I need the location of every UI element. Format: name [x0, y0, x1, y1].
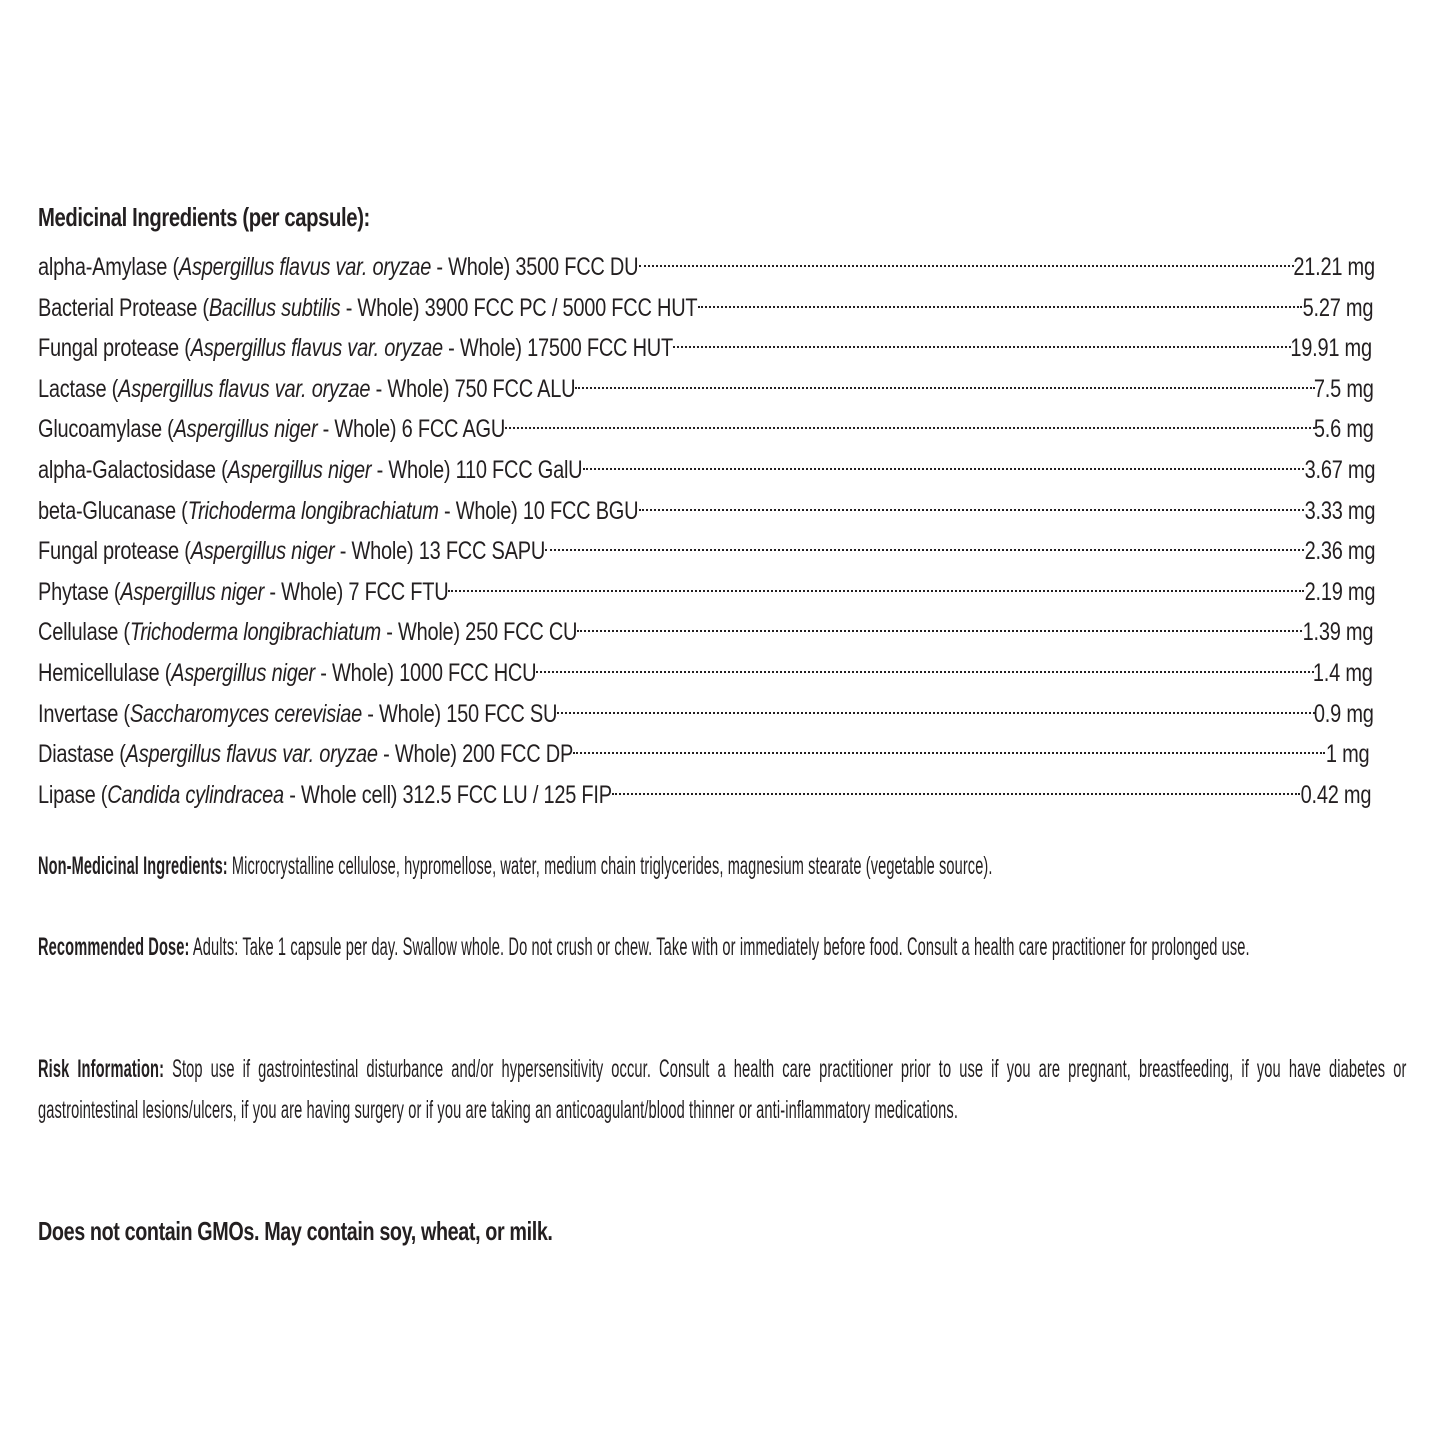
- dot-leader: [577, 606, 1302, 640]
- ingredient-row: [38, 606, 1373, 647]
- ingredient-name: [38, 697, 557, 731]
- dose-text: Adults: Take 1 capsule per day. Swallow whole. Do not crush or chew. Take with or immediately before food. Consult a health care practitioner for prolonged use.: [189, 933, 1250, 961]
- ingredient-amount: 2.36 mg: [1304, 537, 1375, 566]
- ingredient-source-organism: Aspergillus flavus var. oryzae: [118, 374, 371, 403]
- ingredient-potency: - Whole) 7 FCC FTU: [264, 577, 449, 606]
- ingredient-row: [38, 728, 1369, 769]
- dot-leader: [583, 444, 1304, 478]
- ingredient-enzyme: Invertase (: [38, 699, 130, 728]
- ingredient-potency: - Whole) 3900 FCC PC / 5000 FCC HUT: [340, 293, 698, 322]
- ingredient-name: [38, 331, 673, 365]
- ingredient-potency: - Whole) 6 FCC AGU: [317, 415, 506, 444]
- ingredient-name: [38, 250, 638, 284]
- ingredient-row: [38, 566, 1375, 606]
- ingredient-source-organism: Saccharomyces cerevisiae: [129, 699, 362, 728]
- ingredient-enzyme: Diastase (: [38, 740, 126, 769]
- ingredient-source-organism: Aspergillus niger: [227, 456, 372, 484]
- dot-leader: [698, 282, 1303, 316]
- ingredient-enzyme: Glucoamylase (: [38, 415, 174, 444]
- risk-text: Stop use if gastrointestinal disturbance and/or hypersensitivity occur. Consult a health care practitioner prior to use if you are pregnant, breastfeeding, if you have diabetes or gastrointestinal lesions/ulcers, if you are having surgery or if you are taking an anticoagulant/blood thinner or anti-inflammatory medications.: [38, 1055, 1407, 1124]
- ingredient-potency: - Whole) 3500 FCC DU: [431, 253, 639, 281]
- ingredient-amount: 0.9 mg: [1314, 699, 1374, 728]
- ingredient-row: [38, 444, 1375, 484]
- ingredient-potency: - Whole) 110 FCC GalU: [371, 456, 583, 484]
- ingredient-amount: 1.4 mg: [1313, 659, 1373, 687]
- dot-leader: [545, 525, 1304, 559]
- ingredient-name: [38, 494, 638, 528]
- ingredient-row: [38, 322, 1372, 363]
- ingredient-name: [38, 372, 575, 406]
- dot-leader: [505, 403, 1315, 437]
- ingredient-source-organism: Candida cylindracea: [107, 780, 284, 809]
- ingredient-name: [38, 412, 505, 446]
- ingredient-potency: - Whole) 750 FCC ALU: [370, 374, 576, 403]
- ingredient-amount: 1.39 mg: [1302, 618, 1373, 647]
- dot-leader: [536, 647, 1313, 681]
- ingredient-enzyme: Hemicellulase (: [38, 659, 172, 687]
- allergen-wrap: [38, 1214, 715, 1248]
- ingredient-source-organism: Aspergillus flavus var. oryzae: [190, 334, 443, 363]
- dot-leader: [639, 241, 1294, 275]
- ingredient-enzyme: Lactase (: [38, 374, 119, 403]
- ingredient-row: [38, 363, 1374, 403]
- ingredient-enzyme: Lipase (: [38, 780, 108, 809]
- ingredient-row: [38, 525, 1375, 566]
- medicinal-heading-wrap: [38, 200, 464, 234]
- medicinal-heading: Medicinal Ingredients (per capsule):: [38, 202, 370, 232]
- ingredient-row: [38, 282, 1373, 322]
- ingredient-amount: 7.5 mg: [1314, 374, 1374, 403]
- ingredient-name: [38, 453, 582, 487]
- dot-leader: [575, 363, 1315, 397]
- ingredient-source-organism: Trichoderma longibrachiatum: [129, 618, 381, 647]
- ingredient-name: [38, 656, 536, 690]
- ingredient-amount: 3.33 mg: [1304, 496, 1375, 525]
- ingredient-amount: 3.67 mg: [1304, 456, 1375, 484]
- ingredient-potency: - Whole) 10 FCC BGU: [438, 496, 639, 525]
- dot-leader: [639, 485, 1304, 519]
- ingredient-potency: - Whole) 250 FCC CU: [380, 618, 578, 647]
- risk-section: [38, 1049, 1406, 1130]
- ingredient-name: [38, 778, 612, 812]
- ingredient-potency: - Whole) 1000 FCC HCU: [314, 659, 537, 687]
- ingredient-source-organism: Aspergillus niger: [190, 537, 335, 566]
- ingredient-enzyme: Bacterial Protease (: [38, 293, 209, 322]
- ingredient-row: [38, 403, 1374, 444]
- dot-leader: [573, 728, 1325, 762]
- ingredient-potency: - Whole) 200 FCC DP: [377, 740, 574, 769]
- ingredient-potency: - Whole cell) 312.5 FCC LU / 125 FIP: [283, 780, 612, 809]
- dot-leader: [612, 769, 1300, 803]
- dot-leader: [557, 688, 1314, 722]
- ingredient-enzyme: Fungal protease (: [38, 537, 191, 566]
- ingredient-potency: - Whole) 13 FCC SAPU: [334, 537, 546, 566]
- ingredient-amount: 19.91 mg: [1290, 334, 1372, 363]
- ingredient-name: [38, 737, 573, 771]
- ingredient-amount: 21.21 mg: [1293, 253, 1375, 281]
- non-medicinal-text: Microcrystalline cellulose, hypromellose, water, medium chain triglycerides, magnesium stearate (vegetable source).: [227, 852, 993, 880]
- risk-label: Risk Information:: [38, 1055, 165, 1083]
- dot-leader: [448, 566, 1304, 600]
- ingredient-enzyme: beta-Glucanase (: [38, 496, 188, 525]
- dose-label: Recommended Dose:: [38, 933, 190, 961]
- ingredient-amount: 0.42 mg: [1300, 780, 1371, 809]
- ingredient-name: [38, 534, 545, 568]
- ingredient-amount: 5.27 mg: [1302, 293, 1373, 322]
- non-medicinal-label: Non-Medicinal Ingredients:: [38, 852, 228, 880]
- ingredient-row: [38, 688, 1374, 728]
- ingredient-enzyme: Phytase (: [38, 577, 121, 606]
- ingredient-source-organism: Aspergillus flavus var. oryzae: [178, 253, 432, 281]
- ingredient-row: [38, 485, 1375, 525]
- ingredient-row: [38, 769, 1371, 809]
- dot-leader: [673, 322, 1291, 356]
- ingredient-source-organism: Aspergillus niger: [120, 577, 265, 606]
- ingredient-source-organism: Bacillus subtilis: [208, 293, 341, 322]
- ingredient-enzyme: alpha-Galactosidase (: [38, 456, 228, 484]
- ingredient-name: [38, 615, 577, 649]
- ingredient-source-organism: Aspergillus niger: [171, 659, 315, 687]
- dose-section: [38, 927, 1406, 968]
- ingredient-source-organism: Aspergillus flavus var. oryzae: [125, 740, 378, 769]
- ingredient-name: [38, 575, 448, 609]
- ingredient-name: [38, 291, 697, 325]
- ingredient-row: [38, 241, 1375, 281]
- ingredient-amount: 1 mg: [1325, 740, 1369, 769]
- non-medicinal-section: [38, 846, 1406, 887]
- allergen-statement: Does not contain GMOs. May contain soy, wheat, or milk.: [38, 1216, 553, 1246]
- ingredient-row: [38, 647, 1373, 687]
- ingredient-potency: - Whole) 17500 FCC HUT: [442, 334, 673, 363]
- ingredient-enzyme: Cellulase (: [38, 618, 130, 647]
- ingredient-source-organism: Aspergillus niger: [173, 415, 318, 444]
- ingredient-source-organism: Trichoderma longibrachiatum: [187, 496, 439, 525]
- ingredient-potency: - Whole) 150 FCC SU: [361, 699, 558, 728]
- ingredient-enzyme: alpha-Amylase (: [38, 253, 179, 281]
- ingredient-amount: 2.19 mg: [1304, 577, 1375, 606]
- ingredient-enzyme: Fungal protease (: [38, 334, 191, 363]
- ingredient-amount: 5.6 mg: [1314, 415, 1374, 444]
